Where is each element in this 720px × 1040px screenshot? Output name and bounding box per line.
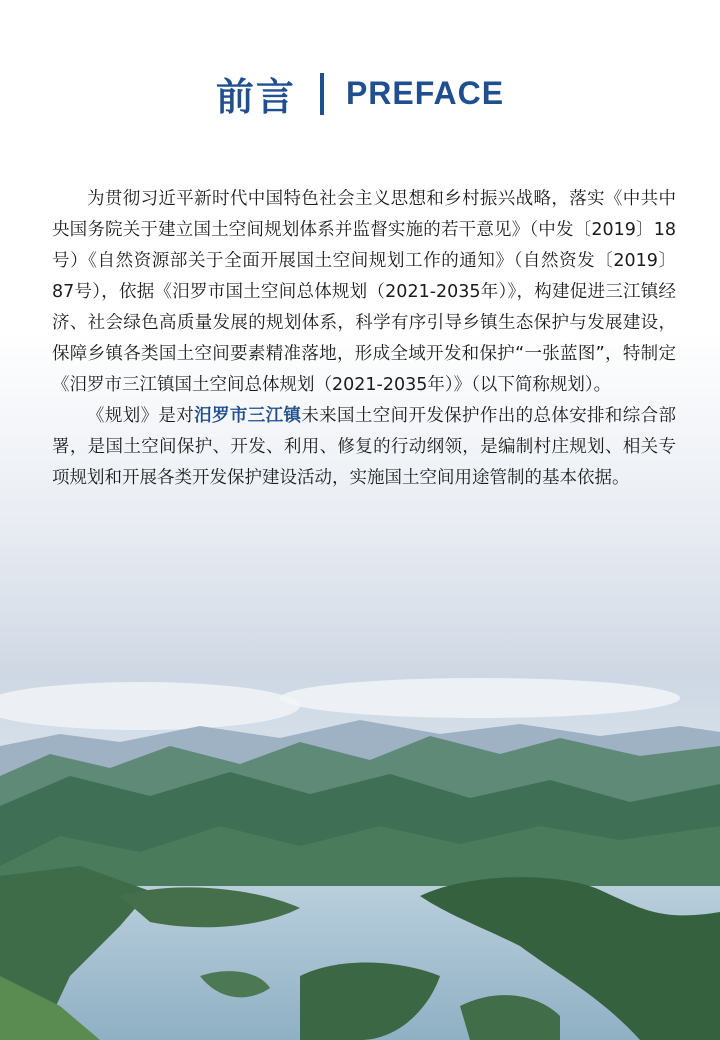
page-title: [0, 66, 720, 121]
highlight-place-name: 汨罗市三江镇: [194, 406, 302, 426]
landscape-photo: [0, 676, 720, 1040]
paragraph-2-before: 《规划》是对: [87, 406, 195, 426]
title-chinese: 前言: [215, 75, 296, 119]
title-divider: [320, 73, 324, 115]
lake-landscape-illustration: [0, 676, 720, 1040]
preface-body: [52, 184, 676, 494]
paragraph-1: 为贯彻习近平新时代中国特色社会主义思想和乡村振兴战略，落实《中共中央国务院关于建立国土空间规划体系并监督实施的若干意见》（中发〔2019〕18号）《自然资源部关于全面开展国土空间规划工作的通知》（自然资发〔2019〕87号），依据《汨罗市国土空间总体规划（2021-2035年）》，构建促进三江镇经济、社会绿色高质量发展的规划体系，科学有序引导乡镇生态保护与发展建设，保障乡镇各类国土空间要素精准落地，形成全域开发和保护“一张蓝图”，特制定《汨罗市三江镇国土空间总体规划（2021-2035年）》（以下简称规划）。: [52, 189, 676, 395]
title-english: PREFACE: [345, 75, 505, 111]
paragraph-2: [52, 401, 676, 494]
paragraph-2-after: 未来国土空间开发保护作出的总体安排和综合部署，是国土空间保护、开发、利用、修复的行动纲领，是编制村庄规划、相关专项规划和开展各类开发保护建设活动，实施国土空间用途管制的基本依据。: [52, 406, 676, 488]
